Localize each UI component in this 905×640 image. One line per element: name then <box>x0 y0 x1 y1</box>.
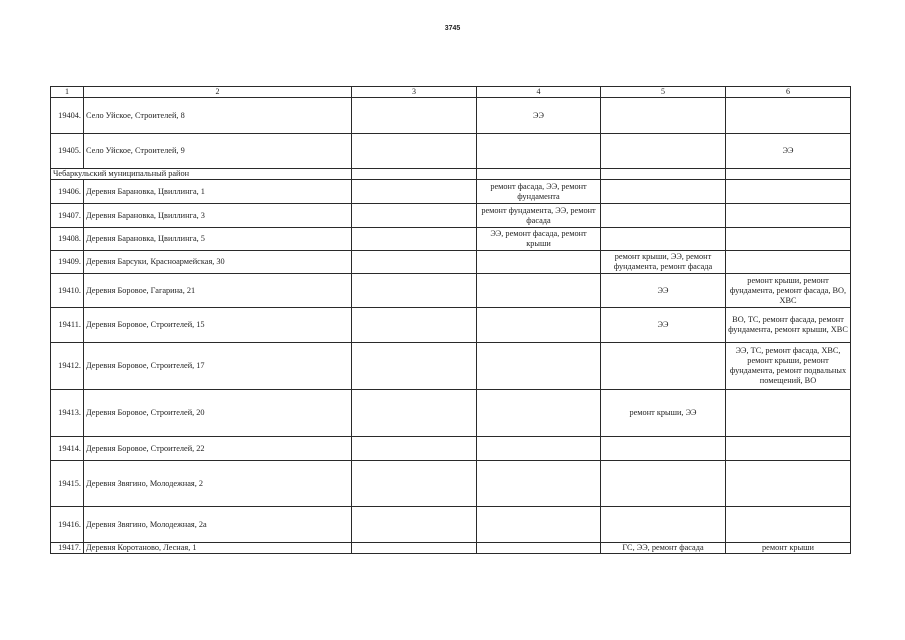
col-6-works-cell <box>725 307 851 343</box>
col-5-works-cell <box>600 342 726 390</box>
col-4-works-cell-text: ЭЭ, ремонт фасада, ремонт крыши <box>490 229 587 248</box>
col-5-works-cell-text: ремонт крыши, ЭЭ, ремонт фундамента, ремонт фасада <box>613 252 713 271</box>
col-4-works-cell <box>476 389 601 437</box>
col-6-works-cell <box>725 506 851 543</box>
col-5-works-cell <box>600 227 726 251</box>
address <box>83 542 352 554</box>
col-6-works-cell-text: ремонт крыши, ремонт фундамента, ремонт фасада, ВО, ХВС <box>729 275 847 305</box>
col-3-cell <box>351 273 477 308</box>
col-5-works-cell <box>600 179 726 204</box>
col-6-works-cell <box>725 250 851 274</box>
table-row <box>50 250 851 274</box>
address <box>83 97 352 134</box>
address <box>83 250 352 274</box>
address <box>83 203 352 228</box>
row-number <box>50 307 84 343</box>
col-4-works-cell-text: ремонт фасада, ЭЭ, ремонт фундамента <box>490 181 587 201</box>
row-number <box>50 179 84 204</box>
col-4-works-cell <box>476 506 601 543</box>
col-5-works-cell-text: ЭЭ <box>657 320 669 329</box>
col-6-works-cell-text: ЭЭ <box>782 146 794 155</box>
row-number <box>50 250 84 274</box>
row-number-text: 19416. <box>58 519 81 529</box>
row-number-text: 19414. <box>58 443 81 453</box>
row-number-text: 19408. <box>58 234 81 243</box>
row-number <box>50 460 84 507</box>
row-number <box>50 203 84 228</box>
row-number <box>50 273 84 308</box>
address-text: Деревня Звягино, Молодежная, 2а <box>86 519 207 529</box>
row-number <box>50 342 84 390</box>
col-6-works-cell <box>725 460 851 507</box>
col-6-works-cell <box>725 227 851 251</box>
address-text: Деревня Звягино, Молодежная, 2 <box>86 478 204 488</box>
col-3-cell <box>351 460 477 507</box>
column-number-header-text: 4 <box>536 87 541 96</box>
col-5-works-cell <box>600 389 726 437</box>
address-text: Деревня Коротаново, Лесная, 1 <box>86 543 197 552</box>
row-number <box>50 542 84 554</box>
column-number-header-text: 1 <box>65 87 69 96</box>
col-5-works-cell <box>600 133 726 169</box>
address-text: Деревня Боровое, Строителей, 17 <box>86 361 205 370</box>
col-6-works-cell <box>725 389 851 437</box>
row-number <box>50 227 84 251</box>
row-number-text: 19410. <box>58 285 81 295</box>
table-row <box>50 273 851 308</box>
row-number-text: 19405. <box>58 146 81 155</box>
address <box>83 273 352 308</box>
address <box>83 436 352 461</box>
col-5-works-cell <box>600 542 726 554</box>
col-5-works-cell <box>600 460 726 507</box>
address <box>83 342 352 390</box>
col-4-works-cell <box>476 460 601 507</box>
col-4-works-cell <box>476 97 601 134</box>
col-6-works-cell <box>725 97 851 134</box>
address <box>83 227 352 251</box>
col-6-works-cell <box>725 273 851 308</box>
address <box>83 133 352 169</box>
col-4-works-cell-text: ЭЭ <box>533 110 544 120</box>
col-6-works-cell <box>725 203 851 228</box>
row-number-text: 19406. <box>58 186 81 196</box>
row-number <box>50 389 84 437</box>
row-number <box>50 133 84 169</box>
col-3-cell <box>351 542 477 554</box>
col-5-works-cell <box>600 97 726 134</box>
col-6-works-cell-text: ремонт крыши <box>762 543 814 552</box>
col-6-works-cell <box>725 436 851 461</box>
col-5-works-cell-text: ремонт крыши, ЭЭ <box>629 408 697 417</box>
table-row <box>50 133 851 169</box>
col-3-cell <box>351 342 477 390</box>
row-number-text: 19409. <box>58 257 81 266</box>
table-row <box>50 436 851 461</box>
col-4-works-cell <box>476 203 601 228</box>
address <box>83 307 352 343</box>
address-text: Деревня Боровое, Строителей, 15 <box>86 320 205 329</box>
col-3-cell <box>351 389 477 437</box>
table-row <box>50 342 851 390</box>
address-text: Село Уйское, Строителей, 9 <box>86 146 185 155</box>
col-6-works-cell <box>725 179 851 204</box>
col-3-cell <box>351 133 477 169</box>
col-4-works-cell <box>476 307 601 343</box>
row-number <box>50 97 84 134</box>
col-4-works-cell-text: ремонт фундамента, ЭЭ, ремонт фасада <box>481 205 596 225</box>
col-3-cell <box>351 436 477 461</box>
column-number-header-text: 5 <box>661 87 665 96</box>
row-number-text: 19407. <box>58 210 81 220</box>
col-5-works-cell <box>600 273 726 308</box>
page-number: 3745 <box>444 25 461 32</box>
column-number-header-text: 6 <box>786 87 790 96</box>
address-text: Деревня Боровое, Строителей, 22 <box>86 443 205 453</box>
address-text: Деревня Боровое, Строителей, 20 <box>86 408 205 417</box>
table-row <box>50 506 851 543</box>
col-6-works-cell <box>725 342 851 390</box>
col-3-cell <box>351 227 477 251</box>
col-4-works-cell <box>476 436 601 461</box>
column-number-header-text: 2 <box>215 87 220 96</box>
col-3-cell <box>351 307 477 343</box>
row-number-text: 19415. <box>58 478 81 488</box>
col-5-works-cell-text: ГС, ЭЭ, ремонт фасада <box>622 543 704 552</box>
col-5-works-cell <box>600 250 726 274</box>
col-4-works-cell <box>476 273 601 308</box>
row-number <box>50 436 84 461</box>
col-4-works-cell <box>476 179 601 204</box>
table-row <box>50 542 851 554</box>
row-number-text: 19412. <box>58 361 81 370</box>
col-3-cell <box>351 203 477 228</box>
col-5-works-cell-text: ЭЭ <box>657 285 669 295</box>
row-number-text: 19411. <box>58 320 81 329</box>
col-3-cell <box>351 97 477 134</box>
address-text: Деревня Боровое, Гагарина, 21 <box>86 285 196 295</box>
address-text: Деревня Барановка, Цвиллинга, 3 <box>86 210 205 220</box>
col-3-cell <box>351 179 477 204</box>
table-row <box>50 389 851 437</box>
col-3-cell <box>351 250 477 274</box>
table-row <box>50 179 851 204</box>
col-4-works-cell <box>476 250 601 274</box>
col-6-works-cell <box>725 542 851 554</box>
address <box>83 460 352 507</box>
col-4-works-cell <box>476 133 601 169</box>
col-5-works-cell <box>600 436 726 461</box>
address-text: Деревня Барсуки, Красноармейская, 30 <box>86 257 225 266</box>
address-text: Село Уйское, Строителей, 8 <box>86 110 185 120</box>
works-table <box>50 86 851 554</box>
address-text: Деревня Барановка, Цвиллинга, 1 <box>86 186 205 196</box>
table-row <box>50 460 851 507</box>
col-5-works-cell <box>600 506 726 543</box>
row-number <box>50 506 84 543</box>
row-number-text: 19413. <box>58 408 81 417</box>
column-number-header-text: 3 <box>412 87 416 96</box>
row-number-text: 19417. <box>58 543 81 552</box>
table-row <box>50 97 851 134</box>
col-4-works-cell <box>476 342 601 390</box>
col-5-works-cell <box>600 307 726 343</box>
col-6-works-cell <box>725 133 851 169</box>
row-number-text: 19404. <box>58 110 81 120</box>
section-title-text: Чебаркульский муниципальный район <box>53 169 190 178</box>
address <box>83 506 352 543</box>
col-3-cell <box>351 506 477 543</box>
table-row <box>50 227 851 251</box>
col-6-works-cell-text: ЭЭ, ТС, ремонт фасада, ХВС, ремонт крыши, ремонт фундамента, ремонт подвальных помещений, ВО <box>729 346 847 385</box>
col-4-works-cell <box>476 227 601 251</box>
address-text: Деревня Барановка, Цвиллинга, 5 <box>86 234 205 243</box>
col-5-works-cell <box>600 203 726 228</box>
table-row <box>50 307 851 343</box>
address <box>83 389 352 437</box>
table-row <box>50 203 851 228</box>
address <box>83 179 352 204</box>
col-4-works-cell <box>476 542 601 554</box>
col-6-works-cell-text: ВО, ТС, ремонт фасада, ремонт фундамента, ремонт крыши, ХВС <box>728 315 848 334</box>
